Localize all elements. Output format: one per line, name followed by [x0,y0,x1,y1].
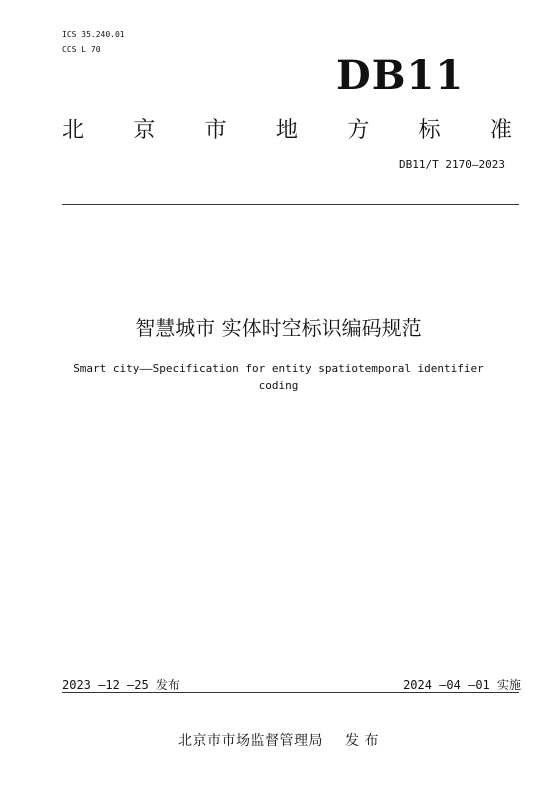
document-title-chinese: 智慧城市 实体时空标识编码规范 [135,316,422,340]
top-divider [62,204,519,205]
standard-type-char: 地 [275,118,298,143]
standard-code-logo: DB11 [336,52,465,99]
standard-type-char: 方 [347,118,370,143]
ics-code: ICS 35.240.01 [62,30,125,39]
standard-type-char: 北 [62,118,85,143]
implementation-date: 2024 —04 —01 实施 [403,678,521,692]
standard-type-char: 市 [204,118,227,143]
standard-number: DB11/T 2170—2023 [399,158,505,171]
title-english-line: Smart city——Specification for entity spatiotemporal identifier [73,362,484,375]
publish-label: 发 布 [345,733,379,749]
publisher-line [0,730,557,750]
publisher-name: 北京市市场监督管理局 [178,733,324,749]
issue-date: 2023 —12 —25 发布 [62,678,180,692]
standard-type-char: 京 [133,118,156,143]
document-title-english [0,360,557,394]
standard-type-heading [62,113,512,144]
ccs-code: CCS L 70 [62,45,101,54]
bottom-divider [62,692,519,693]
standard-type-char: 准 [489,118,512,143]
standard-type-char: 标 [418,118,441,143]
title-english-line: coding [258,379,299,392]
